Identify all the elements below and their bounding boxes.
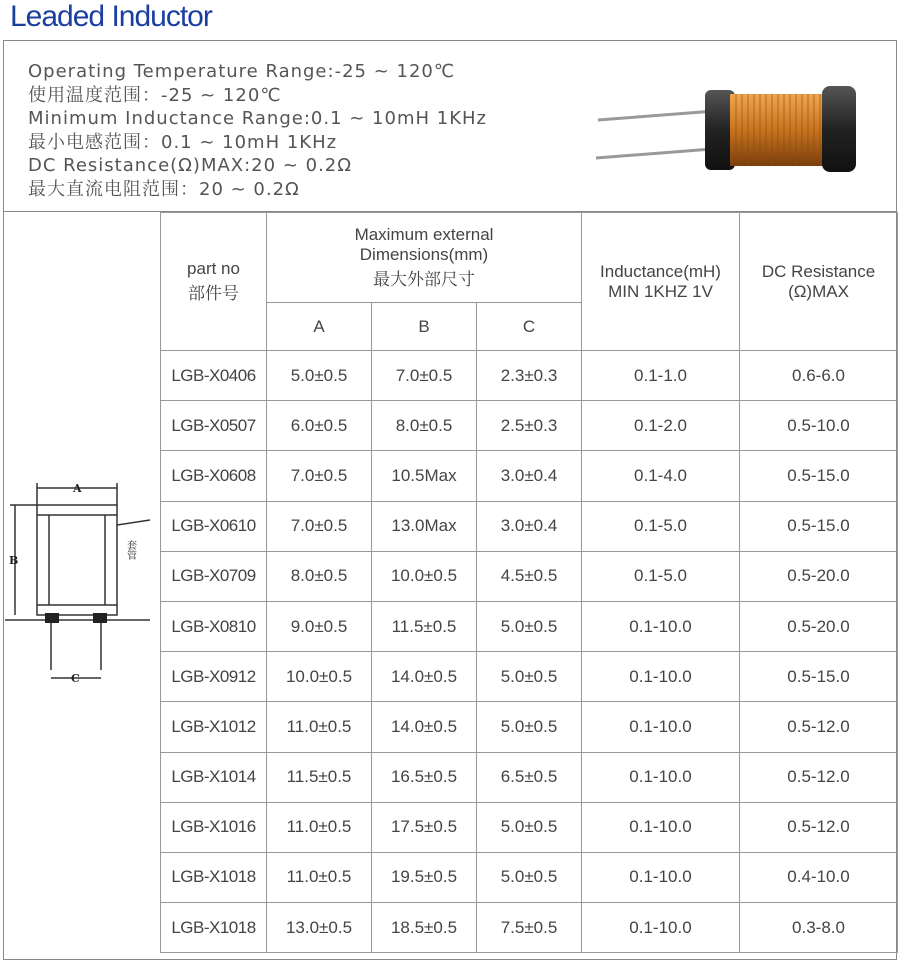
table-row <box>161 551 898 601</box>
table-row <box>161 802 898 852</box>
dimension-label-c: C <box>71 672 80 685</box>
cell-dc-resistance: 0.6-6.0 <box>740 351 898 401</box>
table-row <box>161 501 898 551</box>
cell-dim-b: 17.5±0.5 <box>372 802 477 852</box>
cell-dim-a: 5.0±0.5 <box>267 351 372 401</box>
table-row <box>161 903 898 953</box>
cell-dc-resistance: 0.5-15.0 <box>740 652 898 702</box>
header-col-a: A <box>267 303 372 351</box>
header-dc-resistance <box>740 213 898 351</box>
cell-dim-b: 10.0±0.5 <box>372 551 477 601</box>
cell-dim-c: 5.0±0.5 <box>477 601 582 651</box>
cell-part-no: LGB-X1014 <box>161 752 267 802</box>
cell-dim-b: 14.0±0.5 <box>372 702 477 752</box>
header-inductance-line2: MIN 1KHZ 1V <box>608 281 713 301</box>
cell-dc-resistance: 0.5-12.0 <box>740 802 898 852</box>
cell-dc-resistance: 0.5-12.0 <box>740 702 898 752</box>
cell-dim-b: 7.0±0.5 <box>372 351 477 401</box>
cell-part-no: LGB-X0610 <box>161 501 267 551</box>
header-part-no-en: part no <box>187 259 240 278</box>
header-dimensions <box>267 213 582 303</box>
header-inductance-line1: Inductance(mH) <box>600 261 721 281</box>
cell-part-no: LGB-X0912 <box>161 652 267 702</box>
cell-part-no: LGB-X0406 <box>161 351 267 401</box>
cell-inductance: 0.1-5.0 <box>582 551 740 601</box>
cell-part-no: LGB-X0507 <box>161 401 267 451</box>
header-dcr-line1: DC Resistance <box>761 261 876 281</box>
cell-part-no: LGB-X0810 <box>161 601 267 651</box>
cell-inductance: 0.1-10.0 <box>582 752 740 802</box>
cell-dim-c: 2.3±0.3 <box>477 351 582 401</box>
cell-dim-b: 18.5±0.5 <box>372 903 477 953</box>
cell-dim-a: 10.0±0.5 <box>267 652 372 702</box>
cell-dim-a: 11.0±0.5 <box>267 702 372 752</box>
cell-part-no: LGB-X0608 <box>161 451 267 501</box>
table-row <box>161 752 898 802</box>
header-col-b: B <box>372 303 477 351</box>
cell-dim-b: 10.5Max <box>372 451 477 501</box>
spec-block <box>28 60 487 201</box>
cell-dc-resistance: 0.5-10.0 <box>740 401 898 451</box>
cell-part-no: LGB-X0709 <box>161 551 267 601</box>
cell-dim-a: 9.0±0.5 <box>267 601 372 651</box>
cell-inductance: 0.1-10.0 <box>582 652 740 702</box>
cell-dc-resistance: 0.4-10.0 <box>740 852 898 902</box>
cell-dim-a: 7.0±0.5 <box>267 501 372 551</box>
cell-dim-c: 5.0±0.5 <box>477 702 582 752</box>
cell-inductance: 0.1-10.0 <box>582 601 740 651</box>
cell-dim-b: 19.5±0.5 <box>372 852 477 902</box>
cell-dim-c: 3.0±0.4 <box>477 451 582 501</box>
header-col-c: C <box>477 303 582 351</box>
dimension-label-b: B <box>9 554 19 567</box>
cell-dim-b: 16.5±0.5 <box>372 752 477 802</box>
spec-line: 使用温度范围：-25 ~ 120℃ <box>28 84 282 106</box>
table-row <box>161 451 898 501</box>
dimension-drawing <box>5 480 155 690</box>
inductor-photo <box>590 72 870 192</box>
cell-dc-resistance: 0.5-20.0 <box>740 601 898 651</box>
cell-dim-a: 6.0±0.5 <box>267 401 372 451</box>
spec-line: DC Resistance(Ω)MAX:20 ~ 0.2Ω <box>28 155 352 176</box>
header-inductance <box>582 213 740 351</box>
cell-part-no: LGB-X1018 <box>161 903 267 953</box>
header-dimensions-cn: 最大外部尺寸 <box>373 270 475 289</box>
cell-inductance: 0.1-10.0 <box>582 702 740 752</box>
cell-dim-b: 14.0±0.5 <box>372 652 477 702</box>
cell-inductance: 0.1-10.0 <box>582 903 740 953</box>
cell-dc-resistance: 0.3-8.0 <box>740 903 898 953</box>
header-dimensions-line2: Dimensions(mm) <box>359 245 489 264</box>
cell-dim-a: 11.5±0.5 <box>267 752 372 802</box>
header-part-no-cn: 部件号 <box>188 284 239 303</box>
table-row <box>161 351 898 401</box>
cell-dim-c: 5.0±0.5 <box>477 652 582 702</box>
cell-inductance: 0.1-10.0 <box>582 802 740 852</box>
cell-dc-resistance: 0.5-15.0 <box>740 501 898 551</box>
cell-dim-b: 11.5±0.5 <box>372 601 477 651</box>
table-row <box>161 601 898 651</box>
cell-dim-a: 7.0±0.5 <box>267 451 372 501</box>
cell-dim-c: 2.5±0.3 <box>477 401 582 451</box>
cell-dim-a: 13.0±0.5 <box>267 903 372 953</box>
cell-inductance: 0.1-2.0 <box>582 401 740 451</box>
spec-line: Minimum Inductance Range:0.1 ~ 10mH 1KHz <box>28 108 487 129</box>
spec-table <box>160 212 898 953</box>
cell-part-no: LGB-X1016 <box>161 802 267 852</box>
sleeve-label: 套管 <box>124 540 136 560</box>
cell-dim-c: 6.5±0.5 <box>477 752 582 802</box>
cell-dc-resistance: 0.5-20.0 <box>740 551 898 601</box>
cell-dim-a: 11.0±0.5 <box>267 852 372 902</box>
spec-line: 最小电感范围：0.1 ~ 10mH 1KHz <box>28 131 338 153</box>
header-part-no <box>161 213 267 351</box>
cell-inductance: 0.1-1.0 <box>582 351 740 401</box>
cell-dim-b: 13.0Max <box>372 501 477 551</box>
spec-line: Operating Temperature Range:-25 ~ 120℃ <box>28 61 456 82</box>
cell-inductance: 0.1-10.0 <box>582 852 740 902</box>
header-dimensions-line1: Maximum external <box>354 225 494 244</box>
cell-inductance: 0.1-5.0 <box>582 501 740 551</box>
spec-line: 最大直流电阻范围：20 ~ 0.2Ω <box>28 178 300 200</box>
table-row <box>161 401 898 451</box>
header-dcr-line2: (Ω)MAX <box>788 281 849 301</box>
table-row <box>161 652 898 702</box>
cell-dim-c: 4.5±0.5 <box>477 551 582 601</box>
dimension-label-a: A <box>73 482 82 495</box>
page-title: Leaded Inductor <box>10 0 212 33</box>
table-row <box>161 702 898 752</box>
cell-dim-a: 8.0±0.5 <box>267 551 372 601</box>
cell-dc-resistance: 0.5-15.0 <box>740 451 898 501</box>
cell-dim-c: 5.0±0.5 <box>477 852 582 902</box>
cell-dim-c: 7.5±0.5 <box>477 903 582 953</box>
cell-dc-resistance: 0.5-12.0 <box>740 752 898 802</box>
cell-dim-c: 5.0±0.5 <box>477 802 582 852</box>
cell-part-no: LGB-X1012 <box>161 702 267 752</box>
table-row <box>161 852 898 902</box>
cell-dim-a: 11.0±0.5 <box>267 802 372 852</box>
cell-dim-b: 8.0±0.5 <box>372 401 477 451</box>
cell-inductance: 0.1-4.0 <box>582 451 740 501</box>
cell-part-no: LGB-X1018 <box>161 852 267 902</box>
cell-dim-c: 3.0±0.4 <box>477 501 582 551</box>
